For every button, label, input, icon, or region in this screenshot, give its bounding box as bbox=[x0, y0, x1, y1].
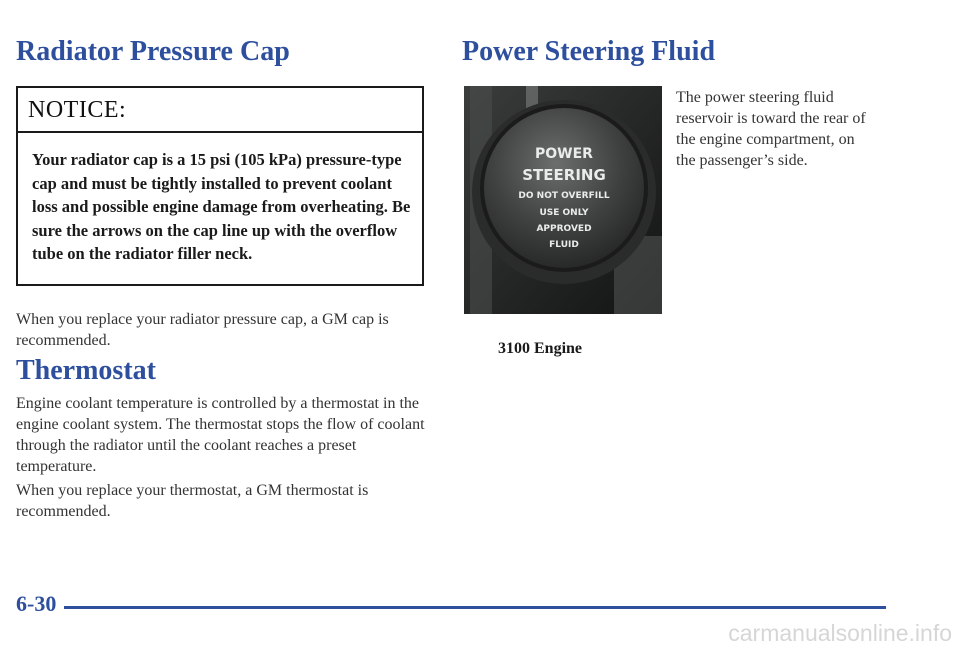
cap-text-line-4: USE ONLY bbox=[539, 208, 589, 218]
page-number: 6-30 bbox=[16, 591, 57, 616]
footer-rule bbox=[64, 606, 886, 609]
cap-text-line-3: DO NOT OVERFILL bbox=[518, 191, 610, 201]
paragraph-power-steering: The power steering fluid reservoir is toward the rear of the engine compartment, on the passenger’s side. bbox=[676, 89, 866, 169]
notice-title: NOTICE: bbox=[18, 88, 422, 133]
heading-power-steering-fluid: Power Steering Fluid bbox=[462, 36, 716, 67]
photo-caption: 3100 Engine bbox=[498, 340, 583, 357]
paragraph-thermostat-1: Engine coolant temperature is controlled by a thermostat in the engine coolant system. The thermostat stops the flow of coolant through the radiator until the coolant reaches a preset temperature. bbox=[16, 395, 425, 475]
paragraph-replace-radiator-cap: When you replace your radiator pressure cap, a GM cap is recommended. bbox=[16, 311, 389, 349]
power-steering-cap-photo bbox=[464, 86, 662, 314]
cap-text-line-6: FLUID bbox=[549, 240, 579, 250]
cap-text-line-5: APPROVED bbox=[536, 224, 592, 234]
power-steering-cap-illustration bbox=[464, 86, 662, 314]
notice-box bbox=[16, 86, 424, 286]
watermark-text: carmanualsonline.info bbox=[728, 620, 952, 646]
cap-text-line-2: STEERING bbox=[522, 166, 606, 184]
heading-thermostat: Thermostat bbox=[16, 355, 156, 386]
notice-body: Your radiator cap is a 15 psi (105 kPa) pressure-type cap and must be tightly installed to prevent coolant loss and possible engine damage from overheating. Be sure the arrows on the cap line up with the overflow tube on the radiator filler neck. bbox=[32, 150, 411, 263]
heading-radiator-pressure-cap: Radiator Pressure Cap bbox=[16, 36, 290, 67]
paragraph-thermostat-2: When you replace your thermostat, a GM thermostat is recommended. bbox=[16, 482, 369, 520]
cap-text-line-1: POWER bbox=[535, 146, 593, 162]
